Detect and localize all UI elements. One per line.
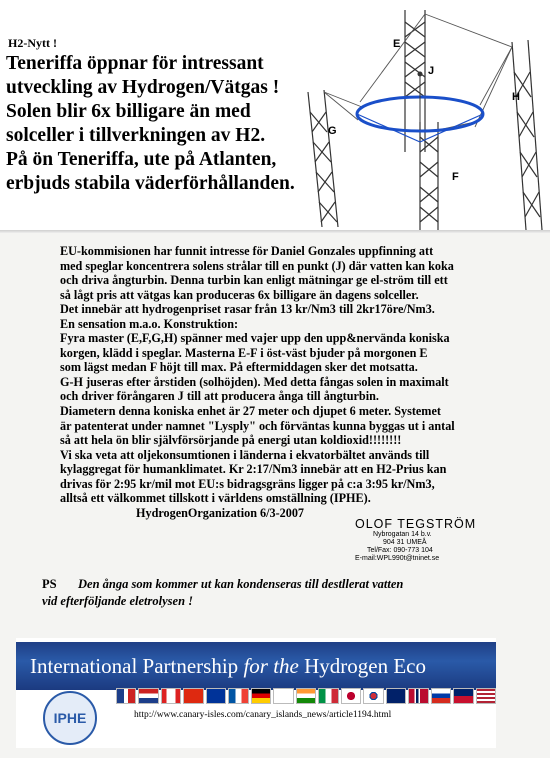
article-signoff: HydrogenOrganization 6/3-2007 [136, 505, 305, 520]
flag-icon [476, 688, 496, 704]
label-h: H [512, 91, 520, 103]
flag-icon [116, 688, 136, 704]
article-line: som lägst medan F höjt till max. På eftermiddagen sker det motsatta. [60, 360, 418, 375]
banner-title-part1: International Partnership [30, 654, 244, 678]
label-f: F [452, 171, 459, 183]
signature-name: OLOF TEGSTRÖM [355, 517, 477, 531]
label-j: J [428, 65, 435, 77]
flag-icon [138, 688, 158, 704]
iphe-logo [42, 690, 98, 746]
label-g: G [328, 125, 337, 137]
flag-icon [183, 688, 203, 704]
headline-line: solceller i tillverkningen av H2. [6, 125, 266, 146]
flag-icon [363, 688, 383, 704]
headline-line: utveckling av Hydrogen/Vätgas ! [6, 77, 280, 98]
signature-address: Nybrogatan 14 b.v. [373, 531, 432, 538]
article-line: så att hela ön blir självförsörjande på energi utan koldioxid!!!!!!!! [60, 433, 402, 448]
banner-title [30, 654, 426, 679]
solar-concentrator-diagram [300, 2, 550, 232]
signature-phone: Tel/Fax: 090-773 104 [367, 547, 433, 554]
flag-icon [431, 688, 451, 704]
article-line: Vi ska veta att oljekonsumtionen i länderna i ekvatorbältet används till [60, 447, 430, 462]
article-line: alltså ett välkommet tillskott i världens omställning (IPHE). [60, 491, 371, 506]
article-line: med speglar koncentrera solens strålar till en punkt (J) där vatten kan koka [60, 258, 454, 273]
flag-icon [341, 688, 361, 704]
member-flags [116, 688, 496, 706]
article-line: och driver förångaren J till att producera ånga till ångturbin. [60, 389, 379, 404]
article-line: Diametern denna koniska enhet är 27 meter och djupet 6 meter. Systemet [60, 404, 441, 419]
article-line: och driva ångturbin. Denna turbin kan enligt mätningar ge el-ström till ett [60, 273, 448, 288]
headline-line: På ön Teneriffa, ute på Atlanten, [6, 149, 277, 170]
ps-line-2: vid efterföljande eletrolysen ! [42, 594, 194, 608]
article-line: EU-kommisionen har funnit intresse för Daniel Gonzales uppfinning att [60, 244, 434, 258]
article-body [60, 244, 508, 520]
mast-h [512, 40, 542, 230]
flag-icon [206, 688, 226, 704]
headline [6, 52, 336, 196]
iphe-banner [16, 638, 496, 748]
iphe-logo-text: IPHE [53, 710, 87, 726]
signature-email: E-mail:WPL990t@tninet.se [355, 555, 440, 562]
headline-line: Solen blir 6x billigare än med [6, 101, 251, 122]
article-line: kylaggregat för humanklimatet. Kr 2:17/Nm3 innebär att en H2-Prius kan [60, 462, 447, 477]
article-line: är patenterat under namnet "Lysply" och förväntas kunna byggas ut i antal [60, 418, 455, 433]
article-line: drivas för 2:95 kr/mil mot EU:s bidragsgräns ligger på c:a 3:95 kr/Nm3, [60, 476, 435, 491]
article-line: G-H juseras efter årstiden (solhöjden). Med detta fångas solen in maximalt [60, 374, 449, 389]
flag-icon [228, 688, 248, 704]
ps-line-1: Den ånga som kommer ut kan kondenseras till destllerat vatten [78, 577, 404, 591]
flag-icon [318, 688, 338, 704]
flag-icon [251, 688, 271, 704]
article-line: Fyra master (E,F,G,H) spänner med vajer upp den upp&nervända koniska [60, 331, 450, 346]
flag-icon [273, 688, 293, 704]
article-line: korgen, klädd i speglar. Masterna E-F i öst-väst bjuder på morgonen E [60, 345, 428, 360]
article-line: En sensation m.a.o. Konstruktion: [60, 316, 239, 331]
signature-stamp [355, 517, 505, 563]
flag-icon [386, 688, 406, 704]
flag-icon [161, 688, 181, 704]
signature-postcode: 904 31 UMEÅ [383, 539, 427, 546]
label-e: E [393, 38, 401, 50]
kicker: H2-Nytt ! [8, 36, 57, 50]
flag-icon [408, 688, 428, 704]
banner-band [16, 642, 496, 690]
mast-g [308, 90, 338, 227]
flag-icon [453, 688, 473, 704]
source-url: http://www.canary-isles.com/canary_islands_news/article1194.html [134, 710, 392, 720]
ps-label: PS [42, 577, 57, 591]
article-line: så lågt pris att vätgas kan produceras 6x billigare än dagens solceller. [60, 287, 419, 302]
headline-line: erbjuds stabila väderförhållanden. [6, 173, 295, 194]
banner-title-italic: for the [243, 654, 299, 678]
banner-title-part2: Hydrogen Eco [298, 654, 426, 678]
flag-icon [296, 688, 316, 704]
headline-line: Teneriffa öppnar för intressant [6, 53, 264, 74]
article-line: Det innebär att hydrogenpriset rasar från 13 kr/Nm3 till 2kr17öre/Nm3. [60, 302, 435, 317]
